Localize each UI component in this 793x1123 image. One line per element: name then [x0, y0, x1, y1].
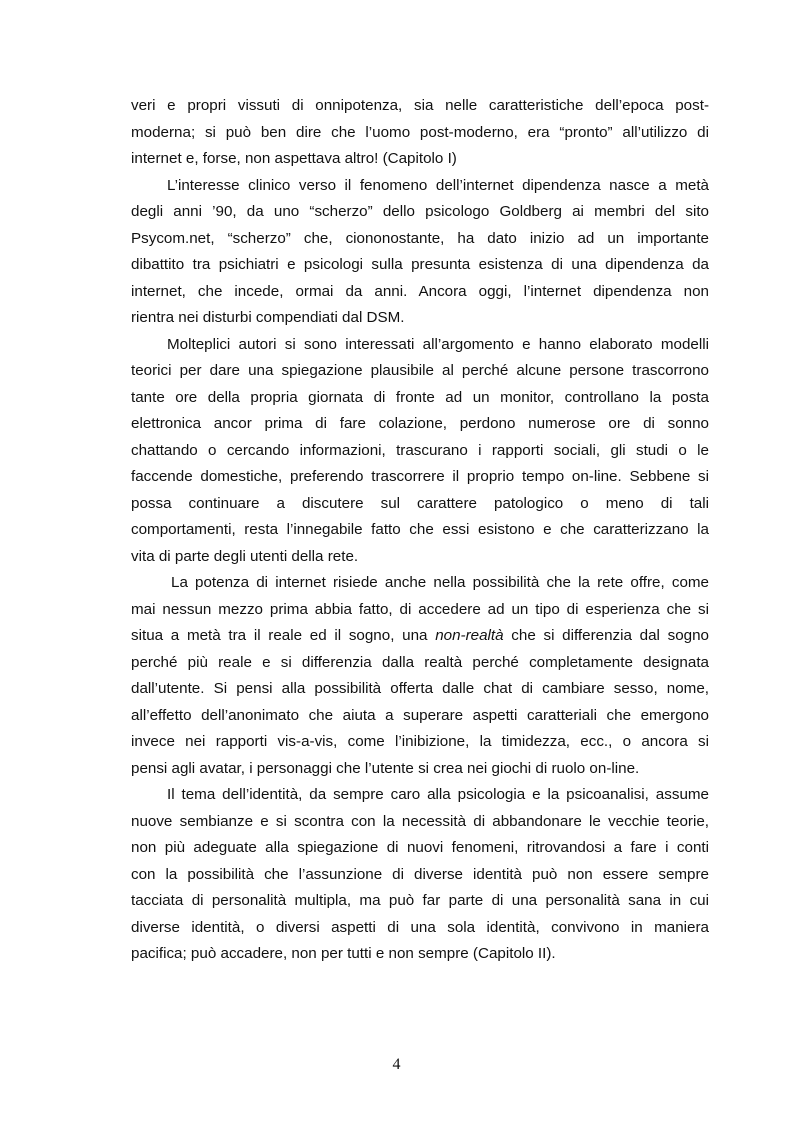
paragraph-5 [131, 782, 709, 968]
text-line: Il tema dell’identità, da sempre caro alla psicologia e la psicoanalisi, assume [167, 786, 709, 803]
text-line: dibattito tra psichiatri e psicologi sulla presunta esistenza di una dipendenza da [131, 256, 709, 273]
text-line: veri e propri vissuti di onnipotenza, sia nelle caratteristiche dell’epoca post- [131, 97, 709, 114]
text-line: La potenza di internet risiede anche nella possibilità che la rete offre, come [171, 574, 709, 591]
text-line: teorici per dare una spiegazione plausibile al perché alcune persone trascorrono [131, 362, 709, 379]
text-line: pensi agli avatar, i personaggi che l’utente si crea nei giochi di ruolo on-line. [131, 759, 640, 777]
text-line: nuove sembianze e si scontra con la necessità di abbandonare le vecchie teorie, [131, 812, 709, 830]
text-line: Molteplici autori si sono interessati all’argomento e hanno elaborato modelli [167, 335, 709, 353]
text-line: invece nei rapporti vis-a-vis, come l’inibizione, la timidezza, ecc., o ancora si [131, 733, 709, 750]
paragraph-1 [131, 93, 709, 173]
text-segment: che si differenzia dal sogno [503, 627, 710, 644]
text-line: diverse identità, o diversi aspetti di una sola identità, convivono in maniera [131, 918, 709, 936]
emphasis-text: non-realtà [435, 627, 504, 644]
text-line: con la possibilità che l’assunzione di diverse identità può non essere sempre [131, 865, 709, 883]
text-line: non più adeguate alla spiegazione di nuovi fenomeni, ritrovandosi a fare i conti [131, 839, 709, 856]
page-number: 4 [392, 1056, 401, 1073]
text-line: L’interesse clinico verso il fenomeno dell’internet dipendenza nasce a metà [167, 176, 709, 194]
paragraph-3 [131, 332, 709, 571]
text-line: elettronica ancor prima di fare colazione, perdono numerose ore di sonno [131, 415, 709, 432]
text-line: internet e, forse, non aspettava altro! (Capitolo I) [131, 150, 457, 167]
text-line: vita di parte degli utenti della rete. [131, 547, 359, 565]
text-line: perché più reale e si differenzia dalla realtà perché completamente designata [131, 653, 709, 671]
text-line: moderna; si può ben dire che l’uomo post-moderno, era “pronto” all’utilizzo di [131, 123, 709, 141]
document-page [131, 93, 709, 968]
paragraph-4 [131, 570, 709, 782]
text-segment: situa a metà tra il reale ed il sogno, una [131, 627, 436, 644]
text-line: pacifica; può accadere, non per tutti e non sempre (Capitolo II). [131, 945, 556, 962]
text-line: faccende domestiche, preferendo trascorrere il proprio tempo on-line. Sebbene si [131, 468, 709, 485]
text-line: tacciata di personalità multipla, ma può far parte di una personalità sana in cui [131, 892, 709, 909]
text-line [131, 623, 709, 650]
text-line: degli anni ’90, da uno “scherzo” dello psicologo Goldberg ai membri del sito [131, 203, 709, 220]
text-line: all’effetto dell’anonimato che aiuta a superare aspetti caratteriali che emergono [131, 706, 709, 724]
text-line: mai nessun mezzo prima abbia fatto, di accedere ad un tipo di esperienza che si [131, 600, 709, 618]
text-line: internet, che incede, ormai da anni. Ancora oggi, l’internet dipendenza non [131, 282, 709, 300]
text-line: Psycom.net, “scherzo” che, ciononostante, ha dato inizio ad un importante [131, 229, 709, 247]
paragraph-2 [131, 173, 709, 332]
text-line: rientra nei disturbi compendiati dal DSM. [131, 309, 405, 326]
text-line: tante ore della propria giornata di fronte ad un monitor, controllano la posta [131, 388, 709, 406]
text-line: dall’utente. Si pensi alla possibilità offerta dalle chat di cambiare sesso, nome, [131, 680, 709, 697]
text-line: comportamenti, resta l’innegabile fatto che essi esistono e che caratterizzano la [131, 521, 709, 538]
text-line: chattando o cercando informazioni, trascurano i rapporti sociali, gli studi o le [131, 441, 709, 459]
text-line: possa continuare a discutere sul carattere patologico o meno di tali [131, 494, 709, 512]
